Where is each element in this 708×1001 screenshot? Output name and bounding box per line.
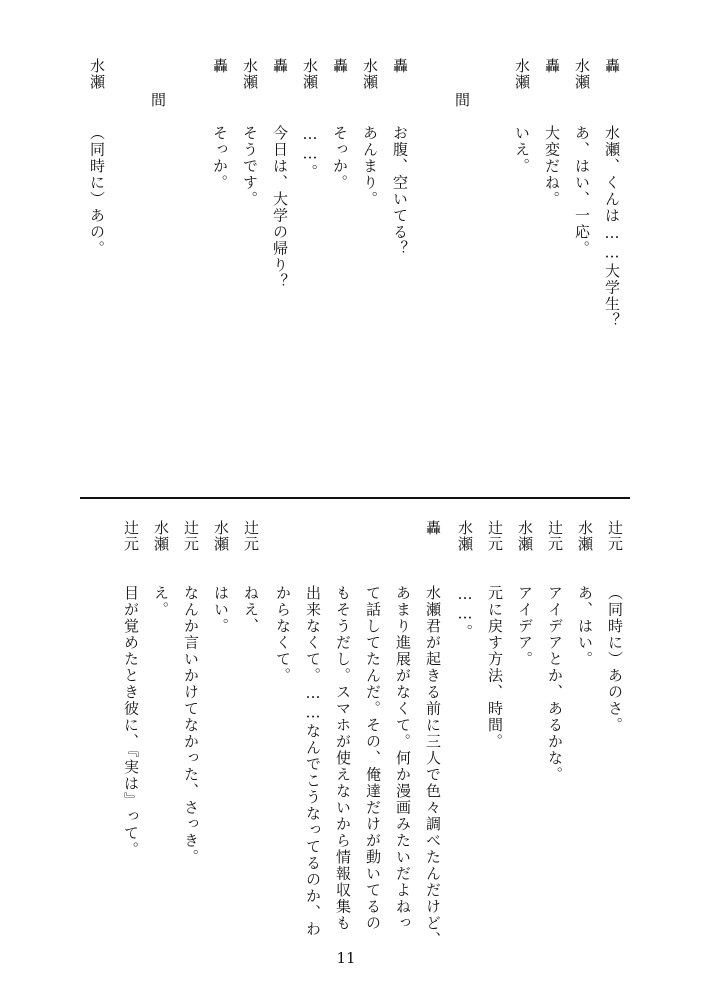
speaker-name: 辻元 (546, 520, 564, 552)
dialogue-line-continued: て話してたんだ。その、俺達だけが動いてるの (364, 585, 382, 932)
dialogue-line: 水瀬君が起きる前に三人で色々調べたんだけど、 (424, 585, 442, 948)
dialogue-line: （同時に）あの。 (88, 125, 106, 257)
dialogue-line: 元に戻す方法、時間。 (486, 585, 504, 750)
speaker-name: 轟 (391, 58, 409, 74)
speaker-name: 水瀬 (212, 520, 230, 552)
dialogue-line-continued: あまり進展がなくて。何か漫画みたいだよねっ (394, 585, 412, 932)
dialogue-line: え。 (152, 585, 170, 618)
speaker-name: 辻元 (486, 520, 504, 552)
dialogue-line: アイデアとか、あるかな。 (546, 585, 564, 783)
speaker-name: 辻元 (242, 520, 260, 552)
speaker-name: 轟 (271, 58, 289, 74)
dialogue-line: そっか。 (331, 125, 349, 191)
speaker-name: 水瀬 (241, 58, 259, 90)
speaker-name: 辻元 (182, 520, 200, 552)
dialogue-line: ……。 (301, 125, 319, 181)
dialogue-line: いえ。 (513, 125, 531, 175)
speaker-name: 水瀬 (516, 520, 534, 552)
stage-direction-pause: 間 (149, 92, 167, 121)
speaker-name: 水瀬 (456, 520, 474, 552)
speaker-name: 轟 (603, 58, 621, 74)
speaker-name: 轟 (424, 520, 442, 536)
stage-direction-pause: 間 (453, 92, 471, 121)
speaker-name: 水瀬 (361, 58, 379, 90)
speaker-name: 水瀬 (301, 58, 319, 90)
dialogue-line-continued: もそうだし。スマホが使えないから情報収集も (334, 585, 352, 932)
dialogue-line: （同時に）あのさ。 (606, 585, 624, 734)
speaker-name: 轟 (331, 58, 349, 74)
section-divider (80, 497, 630, 499)
speaker-name: 水瀬 (88, 58, 106, 90)
speaker-name: 水瀬 (152, 520, 170, 552)
page-number: 11 (336, 949, 356, 967)
dialogue-line: あんまり。 (361, 125, 379, 208)
dialogue-line: お腹、空いてる？ (391, 125, 409, 257)
speaker-name: 水瀬 (576, 520, 594, 552)
dialogue-line: なんか言いかけてなかった、さっき。 (182, 585, 200, 866)
speaker-name: 水瀬 (573, 58, 591, 90)
dialogue-line: あ、はい。 (576, 585, 594, 668)
dialogue-line: ねえ、 (242, 585, 260, 635)
speaker-name: 辻元 (122, 520, 140, 552)
speaker-name: 水瀬 (513, 58, 531, 90)
dialogue-line: ……。 (456, 585, 474, 641)
dialogue-line-continued: からなくて。 (274, 585, 292, 684)
dialogue-line: 大変だね。 (543, 125, 561, 208)
dialogue-line: あ、はい、一応。 (573, 125, 591, 257)
speaker-name: 辻元 (606, 520, 624, 552)
dialogue-line: 今日は、大学の帰り？ (271, 125, 289, 290)
dialogue-line-continued: 出来なくて。……なんでこうなってるのか、わ (304, 585, 322, 938)
dialogue-line: アイデア。 (516, 585, 534, 668)
dialogue-line: 水瀬、くんは……大学生？ (603, 125, 621, 329)
dialogue-line: 目が覚めたとき彼に、『実は』って。 (122, 585, 140, 858)
speaker-name: 轟 (543, 58, 561, 74)
dialogue-line: そっか。 (211, 125, 229, 191)
dialogue-line: そうです。 (241, 125, 259, 208)
speaker-name: 轟 (211, 58, 229, 74)
dialogue-line: はい。 (212, 585, 230, 635)
